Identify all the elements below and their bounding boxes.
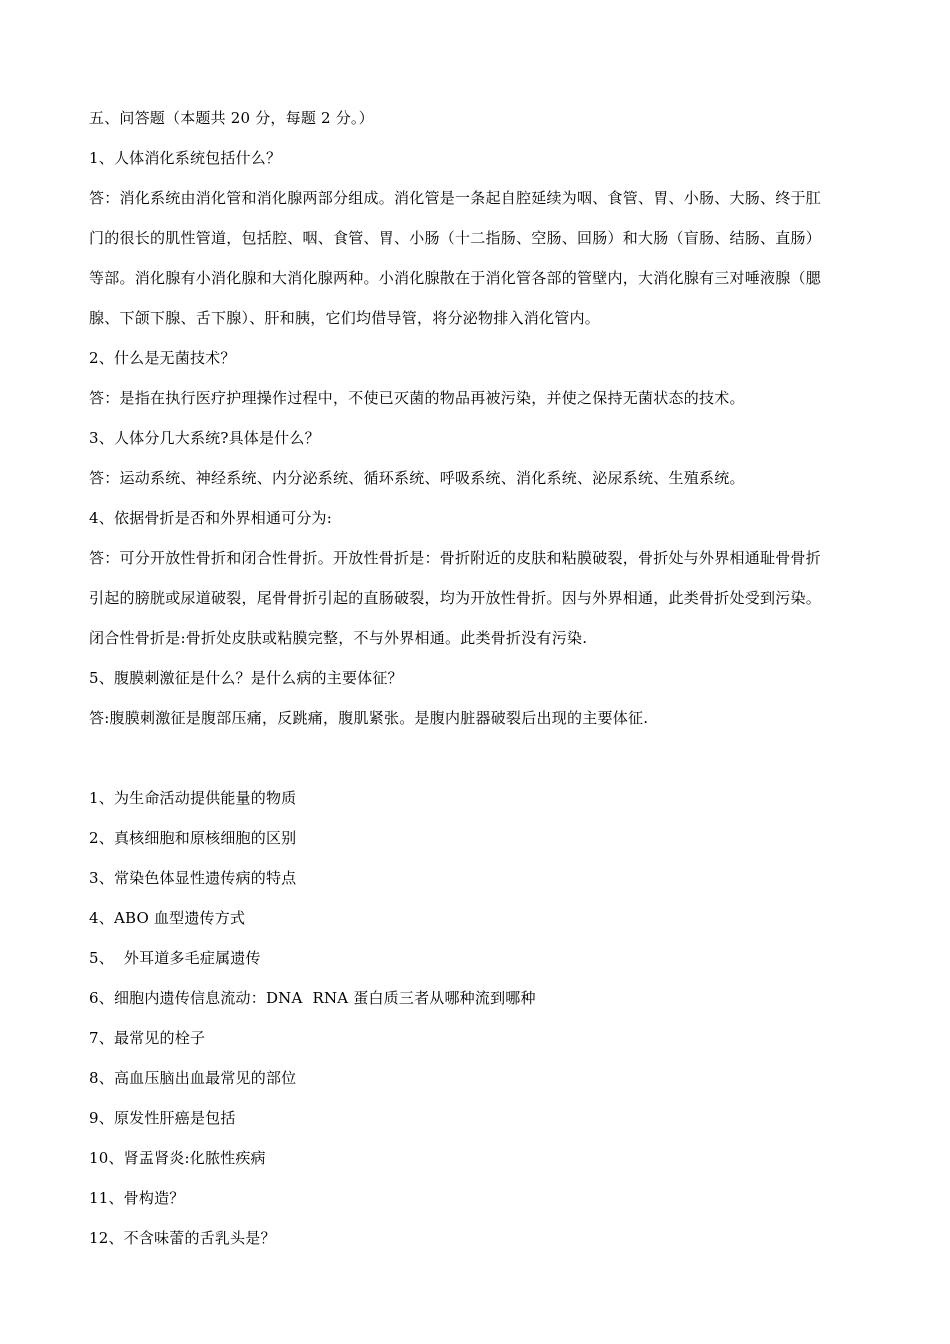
list-item: 5、 外耳道多毛症属遗传: [89, 949, 261, 967]
document-body: [89, 98, 879, 1258]
list-item: 8、高血压脑出血最常见的部位: [89, 1069, 297, 1087]
answer-2: [89, 378, 879, 418]
question-3: 3、人体分几大系统?具体是什么？: [89, 429, 320, 447]
question-5: 5、腹膜刺激征是什么？是什么病的主要体征？: [89, 669, 403, 687]
section-title: 五、问答题（本题共 20 分，每题 2 分。）: [89, 109, 374, 127]
qa-block-5: [89, 658, 879, 738]
qa-block-3: [89, 418, 879, 498]
list-item: 4、ABO 血型遗传方式: [89, 909, 246, 927]
blank-line: [89, 738, 879, 778]
question-2: 2、什么是无菌技术？: [89, 349, 236, 367]
answer-line: 等部。消化腺有小消化腺和大消化腺两种。小消化腺散在于消化管各部的管壁内，大消化腺有三对唾液腺（腮: [89, 269, 822, 287]
list-item: 3、常染色体显性遗传病的特点: [89, 869, 297, 887]
answer-5: [89, 698, 879, 738]
qa-block-2: [89, 338, 879, 418]
answer-line: 引起的膀胱或尿道破裂，尾骨骨折引起的直肠破裂，均为开放性骨折。因与外界相通，此类骨折处受到污染。: [89, 589, 822, 607]
qa-block-1: [89, 138, 879, 338]
list-item: 6、细胞内遗传信息流动：DNA RNA 蛋白质三者从哪种流到哪种: [89, 989, 536, 1007]
answer-line: 答：可分开放性骨折和闭合性骨折。开放性骨折是：骨折附近的皮肤和粘膜破裂，骨折处与外界相通耻骨骨折: [89, 549, 822, 567]
answer-4: [89, 538, 879, 658]
list-item: 10、肾盂肾炎:化脓性疾病: [89, 1149, 266, 1167]
answer-1: [89, 178, 879, 338]
qa-block-4: [89, 498, 879, 658]
answer-3: [89, 458, 879, 498]
list-item: 2、真核细胞和原核细胞的区别: [89, 829, 297, 847]
answer-line: 答：消化系统由消化管和消化腺两部分组成。消化管是一条起自腔延续为咽、食管、胃、小肠、大肠、终于肛: [89, 189, 822, 207]
answer-line: 腺、下颌下腺、舌下腺）、肝和胰，它们均借导管，将分泌物排入消化管内。: [89, 309, 601, 327]
answer-line: 门的很长的肌性管道，包括腔、咽、食管、胃、小肠（十二指肠、空肠、回肠）和大肠（盲肠、结肠、直肠）: [89, 229, 822, 247]
list-item: 9、原发性肝癌是包括: [89, 1109, 236, 1127]
list-item: 7、最常见的栓子: [89, 1029, 206, 1047]
question-4: 4、依据骨折是否和外界相通可分为:: [89, 509, 332, 527]
topic-list: [89, 778, 879, 1258]
answer-line: 答：是指在执行医疗护理操作过程中，不使已灭菌的物品再被污染，并使之保持无菌状态的技术。: [89, 389, 745, 407]
answer-line: 答:腹膜刺激征是腹部压痛，反跳痛，腹肌紧张。是腹内脏器破裂后出现的主要体征.: [89, 709, 649, 727]
answer-line: 闭合性骨折是:骨折处皮肤或粘膜完整，不与外界相通。此类骨折没有污染.: [89, 629, 588, 647]
list-item: 12、不含味蕾的舌乳头是？: [89, 1229, 276, 1247]
answer-line: 答：运动系统、神经系统、内分泌系统、循环系统、呼吸系统、消化系统、泌尿系统、生殖系统。: [89, 469, 745, 487]
question-1: 1、人体消化系统包括什么？: [89, 149, 282, 167]
list-item: 1、为生命活动提供能量的物质: [89, 789, 297, 807]
list-item: 11、骨构造？: [89, 1189, 185, 1207]
